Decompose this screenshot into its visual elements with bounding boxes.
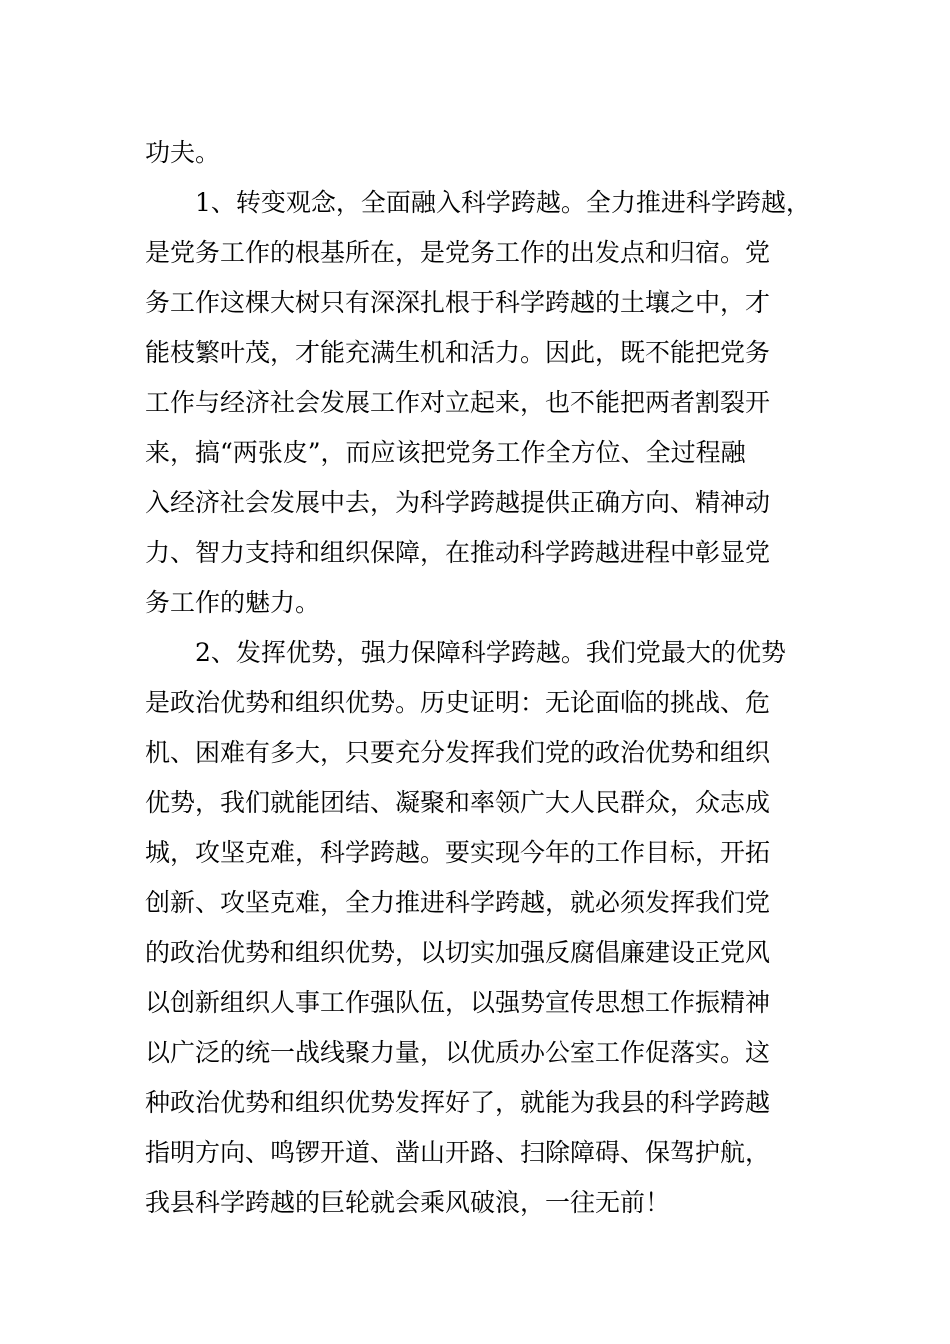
text-line: 是党务工作的根基所在，是党务工作的出发点和归宿。党 — [145, 238, 771, 267]
text-line: 务工作这棵大树只有深深扎根于科学跨越的土壤之中，才 — [145, 288, 771, 317]
text-line: 能枝繁叶茂，才能充满生机和活力。因此，既不能把党务 — [145, 338, 771, 367]
text-line: 功夫。 — [145, 138, 221, 167]
text-line: 来，搞“两张皮”，而应该把党务工作全方位、全过程融 — [145, 438, 746, 467]
text-line: 入经济社会发展中去，为科学跨越提供正确方向、精神动 — [145, 488, 771, 517]
body-text — [145, 128, 835, 1228]
text-line: 我县科学跨越的巨轮就会乘风破浪，一往无前！ — [145, 1188, 671, 1217]
text-line: 工作与经济社会发展工作对立起来，也不能把两者割裂开 — [145, 388, 771, 417]
text-line: 务工作的魅力。 — [145, 588, 321, 617]
text-line: 力、智力支持和组织保障，在推动科学跨越进程中彰显党 — [145, 538, 771, 567]
text-line: 以创新组织人事工作强队伍，以强势宣传思想工作振精神 — [145, 988, 771, 1017]
text-line: 优势，我们就能团结、凝聚和率领广大人民群众，众志成 — [145, 788, 771, 817]
text-line: 指明方向、鸣锣开道、凿山开路、扫除障碍、保驾护航， — [145, 1138, 771, 1167]
text-line: 种政治优势和组织优势发挥好了，就能为我县的科学跨越 — [145, 1088, 771, 1117]
text-line: 是政治优势和组织优势。历史证明：无论面临的挑战、危 — [145, 688, 771, 717]
text-line: 创新、攻坚克难，全力推进科学跨越，就必须发挥我们党 — [145, 888, 771, 917]
text-line: 机、困难有多大，只要充分发挥我们党的政治优势和组织 — [145, 738, 771, 767]
text-line-paragraph-start: 1、转变观念，全面融入科学跨越。全力推进科学跨越， — [195, 188, 811, 217]
text-line: 以广泛的统一战线聚力量，以优质办公室工作促落实。这 — [145, 1038, 771, 1067]
text-line-paragraph-start: 2、发挥优势，强力保障科学跨越。我们党最大的优势 — [195, 638, 786, 667]
text-line: 的政治优势和组织优势，以切实加强反腐倡廉建设正党风 — [145, 938, 771, 967]
text-line: 城，攻坚克难，科学跨越。要实现今年的工作目标，开拓 — [145, 838, 771, 867]
